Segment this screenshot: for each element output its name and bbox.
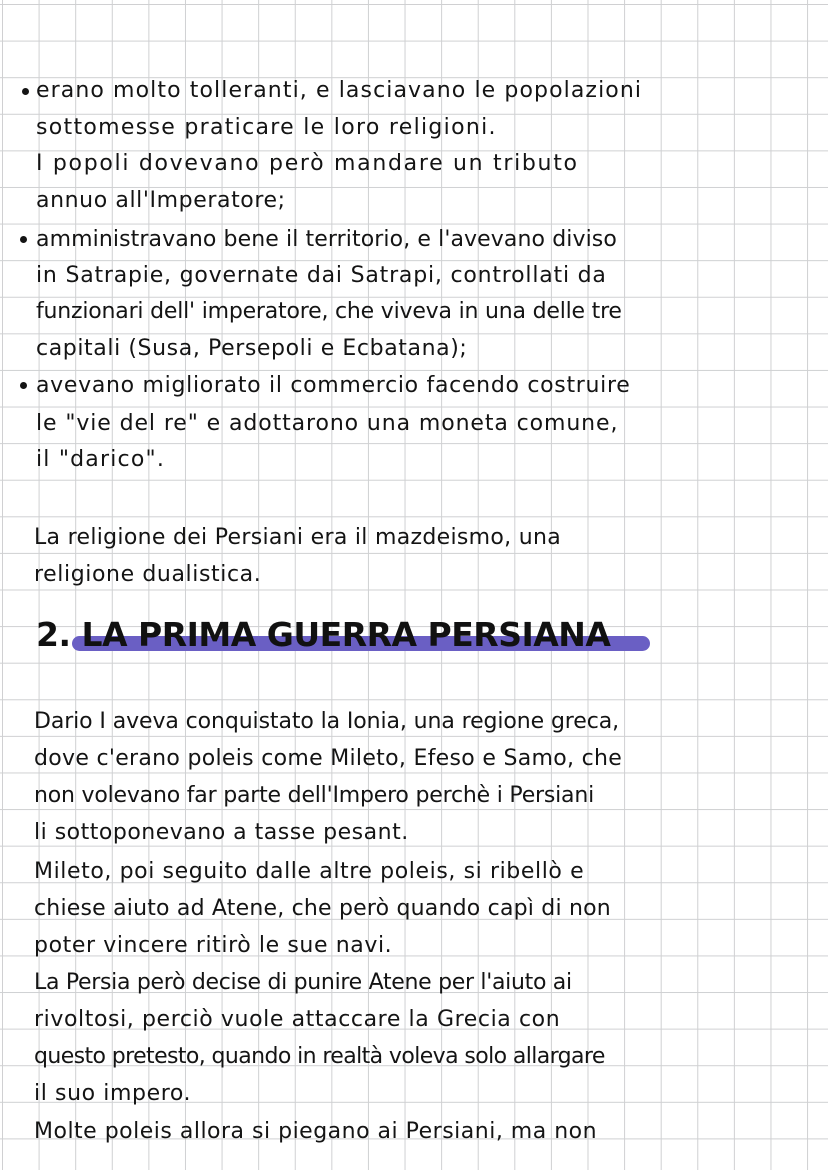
text-line: li sottoponevano a tasse pesant. (34, 820, 409, 845)
text-line: poter vincere ritirò le sue navi. (34, 933, 393, 958)
text-line: il suo impero. (34, 1081, 192, 1106)
text-line: Molte poleis allora si piegano ai Persiani, ma non (34, 1119, 598, 1144)
text-line: avevano migliorato il commercio facendo costruire (36, 373, 631, 398)
bullet-1 (22, 88, 29, 95)
text-line: rivoltosi, perciò vuole attaccare la Grecia con (34, 1007, 561, 1032)
text-line: le "vie del re" e adottarono una moneta comune, (36, 411, 619, 436)
text-line: funzionari dell' imperatore, che viveva in una delle tre (36, 299, 622, 324)
text-line: Dario I aveva conquistato la Ionia, una regione greca, (34, 709, 619, 734)
text-line: chiese aiuto ad Atene, che però quando capì di non (34, 896, 611, 921)
text-line: annuo all'Imperatore; (36, 188, 286, 213)
text-line: erano molto tolleranti, e lasciavano le popolazioni (36, 78, 643, 103)
text-line: I popoli dovevano però mandare un tributo (36, 151, 579, 176)
section-heading (36, 612, 610, 662)
text-line: il "darico". (36, 447, 166, 472)
heading-text: 2. LA PRIMA GUERRA PERSIANA (36, 615, 611, 654)
text-line: non volevano far parte dell'Impero perchè i Persiani (34, 783, 594, 808)
bullet-2 (20, 236, 27, 243)
text-line: sottomesse praticare le loro religioni. (36, 115, 497, 140)
text-line: religione dualistica. (34, 562, 262, 587)
text-line: in Satrapie, governate dai Satrapi, controllati da (36, 263, 607, 288)
text-line: La Persia però decise di punire Atene per l'aiuto ai (34, 970, 572, 995)
text-line: amministravano bene il territorio, e l'avevano diviso (36, 227, 617, 252)
bullet-3 (20, 382, 27, 389)
text-line: capitali (Susa, Persepoli e Ecbatana); (36, 336, 468, 361)
text-line: questo pretesto, quando in realtà voleva solo allargare (34, 1044, 605, 1069)
text-line: dove c'erano poleis come Mileto, Efeso e Samo, che (34, 746, 623, 771)
text-line: La religione dei Persiani era il mazdeismo, una (34, 525, 561, 550)
text-line: Mileto, poi seguito dalle altre poleis, si ribellò e (34, 859, 585, 884)
